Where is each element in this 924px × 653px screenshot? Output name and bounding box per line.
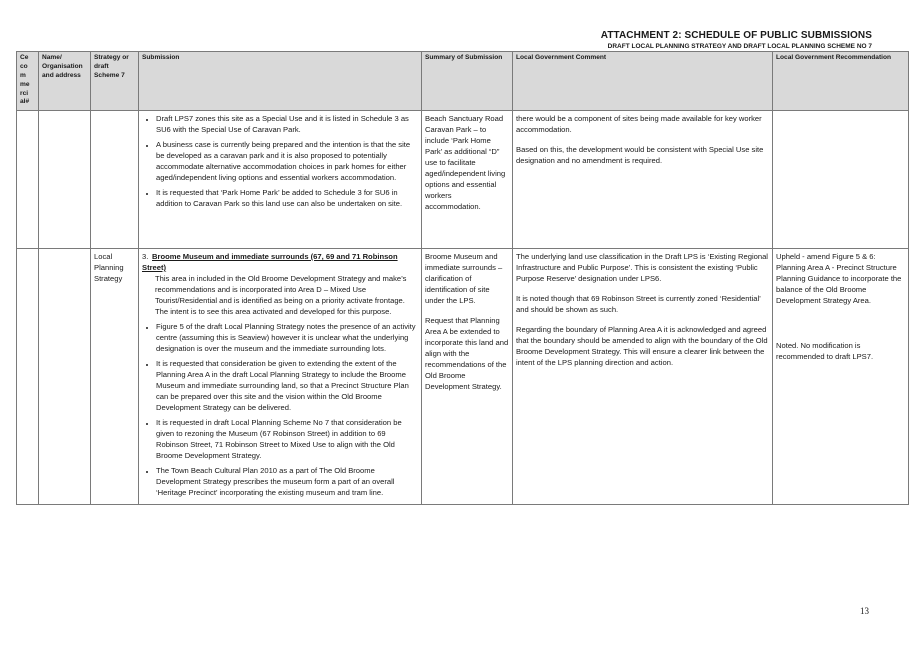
- cell-submission: [139, 249, 422, 505]
- submission-title: Broome Museum and immediate surrounds (67, 69 and 71 Robinson Street): [142, 252, 398, 272]
- attachment-title: ATTACHMENT 2: SCHEDULE OF PUBLIC SUBMISSIONS: [600, 30, 872, 41]
- col-header-recommendation: Local Government Recommendation: [773, 52, 909, 111]
- summary-paragraph: Request that Planning Area A be extended to incorporate this land and align with the recommendations of the Old Broome Development Strategy.: [425, 316, 509, 391]
- cell-strategy: [91, 111, 139, 249]
- comment-paragraph: It is noted though that 69 Robinson Street is currently zoned ‘Residential’ and should be shown as such.: [516, 294, 761, 314]
- table-row: [17, 111, 909, 249]
- col-header-comment: Local Government Comment: [513, 52, 773, 111]
- comment-paragraph: there would be a component of sites being made available for key worker accommodation.: [516, 114, 762, 134]
- cell-name: [39, 249, 91, 505]
- cell-commercial: [17, 249, 39, 505]
- cell-summary: [422, 249, 513, 505]
- col-header-submission: Submission: [139, 52, 422, 111]
- cell-comment: [513, 111, 773, 249]
- list-item: • Draft LPS7 zones this site as a Special Use and it is listed in Schedule 3 as SU6 with the Special Use of Caravan Park.: [156, 113, 418, 135]
- cell-submission: [139, 111, 422, 249]
- table-row: [17, 249, 909, 505]
- submission-heading: [142, 251, 418, 273]
- list-item: • The Town Beach Cultural Plan 2010 as a part of The Old Broome Development Strategy prescribes the museum form a part of an overall ‘Heritage Precinct’ incorporating the existing museum and tram line.: [156, 465, 418, 498]
- list-item: • Figure 5 of the draft Local Planning Strategy notes the presence of an activity centre (assuming this is Seaview) however it is unclear what the underlying designation is over the museum and the immediate surrounding lots.: [156, 321, 418, 354]
- table-header-row: [17, 52, 909, 111]
- submissions-table: [16, 51, 909, 505]
- list-item: • It is requested that ‘Park Home Park’ be added to Schedule 3 for SU6 in addition to Caravan Park so this land use can also be undertaken on site.: [156, 187, 418, 209]
- attachment-subtitle: DRAFT LOCAL PLANNING STRATEGY AND DRAFT LOCAL PLANNING SCHEME NO 7: [607, 43, 872, 50]
- page-number: 13: [860, 606, 869, 616]
- cell-recommendation: [773, 249, 909, 505]
- cell-strategy: Local Planning Strategy: [91, 249, 139, 505]
- recommendation-paragraph: Upheld - amend Figure 5 & 6: Planning Area A - Precinct Structure Planning Guidance to incorporate the balance of the Old Broome Development Strategy Area.: [776, 252, 902, 305]
- submission-intro: This area in included in the Old Broome Development Strategy and make’s recommendations and is incorporated into Area D – Mixed Use Tourist/Residential and is identified as being on a priority activate frontage. The intent is to see this area activated and developed for this purpose.: [155, 274, 407, 316]
- list-item: • It is requested that consideration be given to extending the extent of the Planning Area A in the draft Local Planning Strategy to include the Broome Museum and immediate surrounding land, so that a Precinct Structure Plan can be prepared over this site and the vision within the Old Broome Development Strategy can be delivered.: [156, 358, 418, 413]
- recommendation-paragraph: Noted. No modification is recommended to draft LPS7.: [776, 341, 874, 361]
- col-header-summary: Summary of Submission: [422, 52, 513, 111]
- col-header-commercial: Ce co m me rci al#: [17, 52, 39, 111]
- comment-paragraph: The underlying land use classification in the Draft LPS is ‘Existing Regional Infrastructure and Public Purpose’. This is consistent the existing ‘Public Purpose Reserve’ designation under LPS6.: [516, 252, 768, 283]
- summary-paragraph: Broome Museum and immediate surrounds – clarification of identification of site under the LPS.: [425, 252, 503, 305]
- submission-number: 3.: [142, 252, 149, 261]
- cell-recommendation: [773, 111, 909, 249]
- cell-name: [39, 111, 91, 249]
- cell-commercial: [17, 111, 39, 249]
- page-header: [601, 30, 872, 50]
- col-header-strategy: Strategy or draft Scheme 7: [91, 52, 139, 111]
- cell-comment: [513, 249, 773, 505]
- list-item: • A business case is currently being prepared and the intention is that the site be developed as a caravan park and it is also proposed to potentially accommodate alternative accommodation choices in park homes for either aged/independent living options and essential workers accommodation.: [156, 139, 418, 183]
- list-item: • It is requested in draft Local Planning Scheme No 7 that consideration be given to rezoning the Museum (67 Robinson Street) in addition to 69 Robinson Street, 71 Robinson Street to Mixed Use to align with the Old Broome Development Strategy.: [156, 417, 418, 461]
- comment-paragraph: Based on this, the development would be consistent with Special Use site designation and no amendment is required.: [516, 145, 764, 165]
- comment-paragraph: Regarding the boundary of Planning Area A it is acknowledged and agreed that the boundary should be amended to align with the boundary of the Old Broome Development Strategy. This will ensure a clearer link between the intent of the LPS planning direction and action.: [516, 325, 768, 367]
- cell-summary: Beach Sanctuary Road Caravan Park – to include ‘Park Home Park’ as additional “D” use to facilitate aged/independent living options and essential workers accommodation.: [422, 111, 513, 249]
- col-header-name: Name/ Organisation and address: [39, 52, 91, 111]
